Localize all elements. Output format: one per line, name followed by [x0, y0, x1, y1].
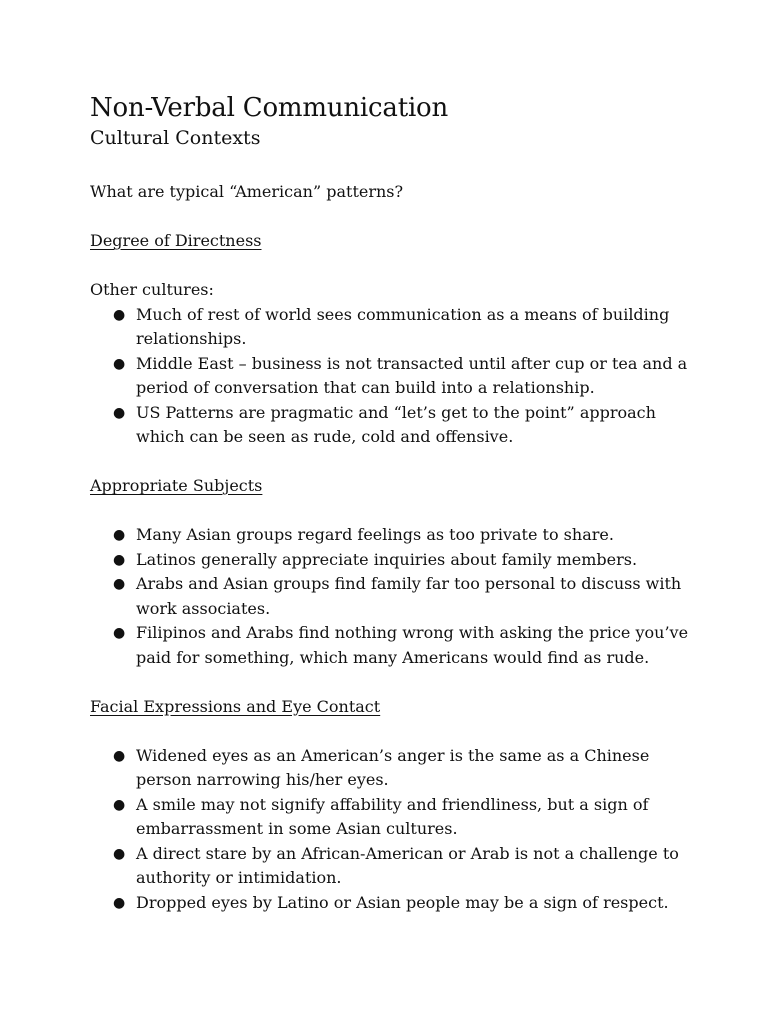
bullet-list-subjects: [90, 523, 690, 670]
list-item: ● Much of rest of world sees communication as a means of building relationships.: [113, 304, 670, 348]
bullet-icon: ●: [113, 845, 126, 862]
bullet-icon: ●: [113, 551, 126, 568]
bullet-icon: ●: [113, 404, 126, 421]
bullet-icon: ●: [113, 747, 126, 764]
bullet-icon: ●: [113, 796, 126, 813]
list-item: ● Widened eyes as an American’s anger is the same as a Chinese person narrowing his/her eyes.: [113, 745, 650, 789]
bullet-icon: ●: [113, 527, 126, 543]
bullet-icon: ●: [113, 355, 126, 372]
bullet-icon: ●: [113, 625, 126, 641]
list-item: ● Arabs and Asian groups find family far too personal to discuss with work associates.: [113, 574, 682, 618]
intro-question: What are typical “American” patterns?: [90, 182, 404, 201]
list-item: ● Middle East – business is not transacted until after cup or tea and a period of conversation that can build into a relationship.: [113, 353, 688, 397]
list-item: ● US Patterns are pragmatic and “let’s get to the point” approach which can be seen as rude, cold and offensive.: [113, 402, 656, 446]
list-item: ● Latinos generally appreciate inquiries about family members.: [90, 548, 690, 573]
list-item: ● Dropped eyes by Latino or Asian people may be a sign of respect.: [90, 891, 690, 916]
list-item: ● Filipinos and Arabs find nothing wrong with asking the price you’ve paid for something, which many Americans would find as rude.: [113, 623, 689, 667]
section-heading-directness: Degree of Directness: [90, 231, 262, 250]
list-item: ● A smile may not signify affability and friendliness, but a sign of embarrassment in some Asian cultures.: [113, 794, 649, 838]
page-title: Non-Verbal Communication: [90, 93, 449, 123]
list-item: ● A direct stare by an African-American or Arab is not a challenge to authority or intimidation.: [113, 843, 679, 887]
section-heading-facial: Facial Expressions and Eye Contact: [90, 696, 381, 716]
list-item: ● Many Asian groups regard feelings as too private to share.: [90, 523, 690, 548]
bullet-list-directness: [90, 303, 690, 450]
section-intro: Other cultures:: [90, 280, 214, 299]
bullet-list-facial: [90, 744, 690, 916]
bullet-icon: ●: [113, 306, 126, 323]
document-page: [90, 92, 690, 915]
section-heading-subjects: Appropriate Subjects: [90, 476, 263, 495]
page-subtitle: Cultural Contexts: [90, 127, 261, 149]
bullet-icon: ●: [113, 576, 126, 592]
bullet-icon: ●: [113, 894, 126, 911]
